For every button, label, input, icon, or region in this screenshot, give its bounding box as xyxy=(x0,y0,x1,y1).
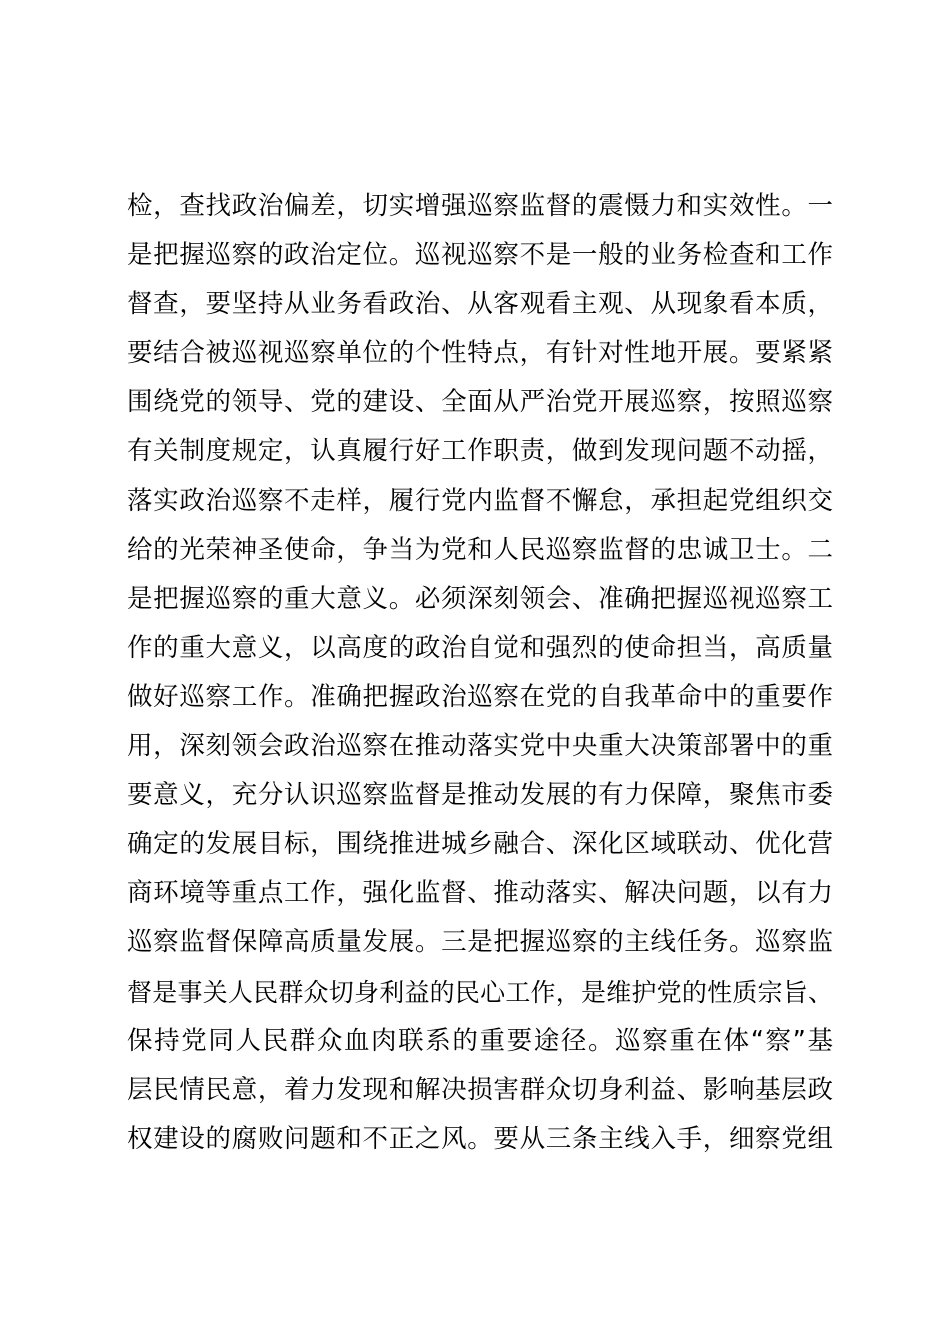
text-line: 作的重大意义，以高度的政治自觉和强烈的使命担当，高质量 xyxy=(127,632,833,663)
text-line: 检，查找政治偏差，切实增强巡察监督的震慑力和实效性。一 xyxy=(127,191,833,221)
text-line: 层民情民意，着力发现和解决损害群众切身利益、影响基层政 xyxy=(127,1074,833,1105)
text-line: 围绕党的领导、党的建设、全面从严治党开展巡察，按照巡察 xyxy=(127,387,833,418)
text-line: 落实政治巡察不走样，履行党内监督不懈怠，承担起党组织交 xyxy=(127,485,833,516)
text-line: 保持党同人民群众血肉联系的重要途径。巡察重在体“察”基 xyxy=(127,1025,833,1056)
text-line: 是把握巡察的政治定位。巡视巡察不是一般的业务检查和工作 xyxy=(127,240,833,271)
body-text xyxy=(127,182,833,1164)
text-line: 给的光荣神圣使命，争当为党和人民巡察监督的忠诚卫士。二 xyxy=(127,534,833,565)
text-line: 做好巡察工作。准确把握政治巡察在党的自我革命中的重要作 xyxy=(127,681,833,712)
text-line: 督查，要坚持从业务看政治、从客观看主观、从现象看本质， xyxy=(127,289,833,320)
text-line: 确定的发展目标，围绕推进城乡融合、深化区域联动、优化营 xyxy=(127,829,833,860)
text-line: 是把握巡察的重大意义。必须深刻领会、准确把握巡视巡察工 xyxy=(127,583,833,614)
text-line: 要结合被巡视巡察单位的个性特点，有针对性地开展。要紧紧 xyxy=(127,338,833,369)
text-line: 用，深刻领会政治巡察在推动落实党中央重大决策部署中的重 xyxy=(127,731,833,762)
text-line: 督是事关人民群众切身利益的民心工作，是维护党的性质宗旨、 xyxy=(127,977,833,1007)
text-line: 权建设的腐败问题和不正之风。要从三条主线入手，细察党组 xyxy=(127,1123,833,1154)
text-line: 有关制度规定，认真履行好工作职责，做到发现问题不动摇， xyxy=(127,436,833,467)
text-line: 要意义，充分认识巡察监督是推动发展的有力保障，聚焦市委 xyxy=(127,780,833,811)
text-line: 商环境等重点工作，强化监督、推动落实、解决问题，以有力 xyxy=(127,878,833,909)
text-line: 巡察监督保障高质量发展。三是把握巡察的主线任务。巡察监 xyxy=(127,927,833,958)
